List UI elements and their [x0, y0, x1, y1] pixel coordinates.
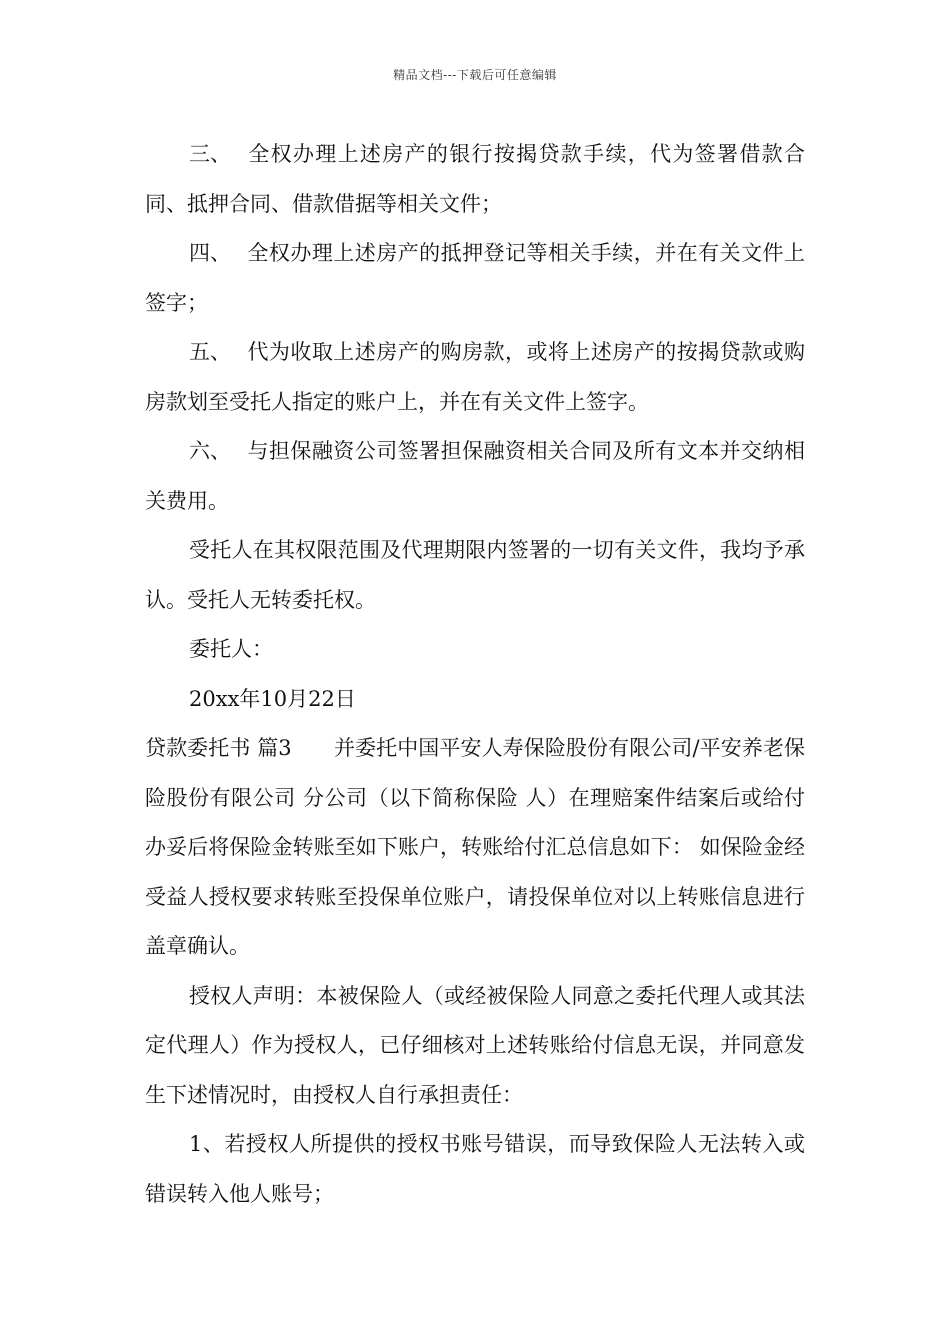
section-3-paragraph: 贷款委托书 篇3 并委托中国平安人寿保险股份有限公司/平安养老保险股份有限公司 分公司（以下简称保险 人）在理赔案件结案后或给付办妥后将保险金转账至如下账户，转账给付汇总信息如下： 如保险金经受益人授权要求转账至投保单位账户，请投保单位对以上转账信息进行盖章确认。: [145, 736, 805, 958]
clause-6: [145, 427, 805, 526]
clause-4: [145, 229, 805, 328]
document-body: [145, 130, 805, 1219]
confirmation-paragraph: 受托人在其权限范围及代理期限内签署的一切有关文件，我均予承认。受托人无转委托权。: [145, 538, 805, 612]
clause-number: 五、: [189, 340, 231, 364]
authorizer-statement: 授权人声明：本被保险人（或经被保险人同意之委托代理人或其法定代理人）作为授权人，已仔细核对上述转账给付信息无误，并同意发生下述情况时，由授权人自行承担责任：: [145, 983, 805, 1107]
clause-text: 与担保融资公司签署担保融资相关合同及所有文本并交纳相关费用。: [145, 439, 805, 513]
clause-number: 三、: [189, 142, 231, 166]
clause-5: [145, 328, 805, 427]
clause-text: 全权办理上述房产的抵押登记等相关手续，并在有关文件上签字；: [145, 241, 805, 315]
clause-3: [145, 130, 805, 229]
clause-number: 四、: [189, 241, 231, 265]
signing-date: 20xx年10月22日: [189, 686, 356, 711]
clause-number: 六、: [189, 439, 231, 463]
page-header: 精品文档---下载后可任意编辑: [393, 68, 557, 82]
liability-item-1: 1、若授权人所提供的授权书账号错误，而导致保险人无法转入或错误转入他人账号；: [145, 1132, 805, 1206]
clause-text: 全权办理上述房产的银行按揭贷款手续，代为签署借款合同、抵押合同、借款借据等相关文件；: [145, 142, 805, 216]
principal-label: 委托人：: [189, 637, 273, 661]
clause-text: 代为收取上述房产的购房款，或将上述房产的按揭贷款或购房款划至受托人指定的账户上，并在有关文件上签字。: [145, 340, 805, 414]
